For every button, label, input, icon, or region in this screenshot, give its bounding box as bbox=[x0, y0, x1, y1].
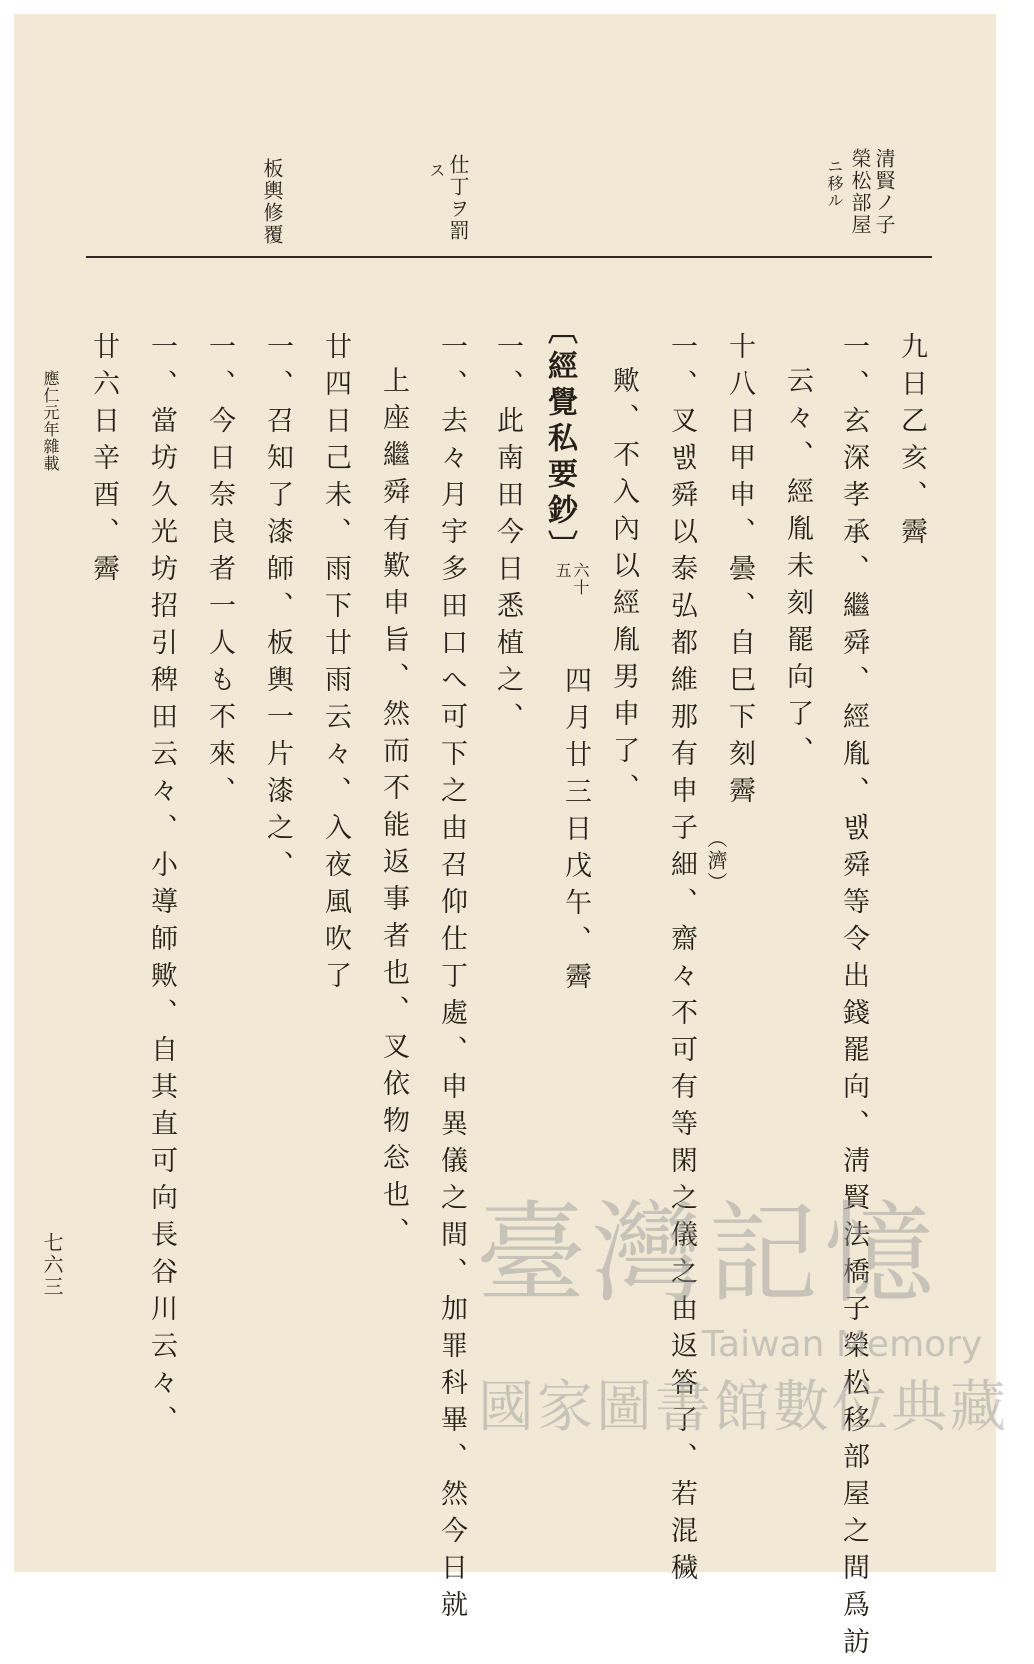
text-column-4: 十八日甲申、曇、自巳下刻霽 bbox=[724, 332, 755, 813]
watermark-title: 臺灣記憶 bbox=[476, 1190, 940, 1318]
header-rule bbox=[86, 256, 932, 258]
running-title: 應仁元年雜載 bbox=[41, 370, 60, 472]
header-note-6: 板輿修覆 bbox=[260, 158, 284, 246]
source-title-bracket: 〔經覺私要鈔〕 bbox=[542, 314, 577, 566]
text-column-3: 云々、經胤未刻罷向了、 bbox=[782, 366, 813, 773]
watermark-english: Taiwan Memory bbox=[702, 1324, 983, 1365]
section-number-top: 六十 bbox=[571, 562, 590, 596]
text-column-8: 一、去々月宇多田口へ可下之由召仰仕丁處、申異儀之間、加罪科畢、然今日就 bbox=[436, 332, 467, 1627]
interlinear-note: （濟） bbox=[704, 828, 728, 894]
header-note-1: 清賢ノ子 bbox=[872, 148, 896, 236]
date-heading: 四月廿三日戊午、霽 bbox=[560, 666, 591, 999]
text-column-2: 一、玄深孝承、繼舜、經胤、밼舜等令出錢罷向、淸賢法橋子榮松移部屋之間爲訪 bbox=[838, 332, 869, 1664]
text-column-7: 一、此南田今日悉植之、 bbox=[492, 332, 523, 739]
text-column-1: 九日乙亥、霽 bbox=[896, 332, 927, 554]
text-column-11: 一、召知了漆師、板輿一片漆之、 bbox=[262, 332, 293, 887]
text-column-14: 廿六日辛酉、霽 bbox=[88, 332, 119, 591]
section-number-bottom: 五 bbox=[553, 562, 572, 579]
text-column-13: 一、當坊久光坊招引稗田云々、小導師歟、自其直可向長谷川云々、 bbox=[146, 332, 177, 1442]
text-column-5: 一、叉밼舜以泰弘都維那有申子細、齋々不可有等閑之儀之由返答了、若混穢 bbox=[666, 332, 697, 1590]
header-note-2: 榮松部屋 bbox=[848, 148, 872, 236]
header-note-3: ニ移ル bbox=[825, 158, 844, 209]
header-note-5: ス bbox=[427, 162, 446, 179]
page-number: 七六三 bbox=[40, 1232, 64, 1298]
text-column-6: 歟、不入內以經胤男申了、 bbox=[608, 366, 639, 810]
text-column-10: 廿四日己未、雨下廿雨云々、入夜風吹了 bbox=[320, 332, 351, 998]
document-page bbox=[14, 14, 1009, 1664]
header-note-4: 仕丁ヲ罰 bbox=[446, 154, 470, 242]
text-column-9: 上座繼舜有歎申旨、然而不能返事者也、叉依物忩也、 bbox=[378, 366, 409, 1254]
text-column-12: 一、今日奈良者一人も不來、 bbox=[204, 332, 235, 813]
watermark-subtitle: 國家圖書館數位典藏 bbox=[478, 1375, 1009, 1440]
